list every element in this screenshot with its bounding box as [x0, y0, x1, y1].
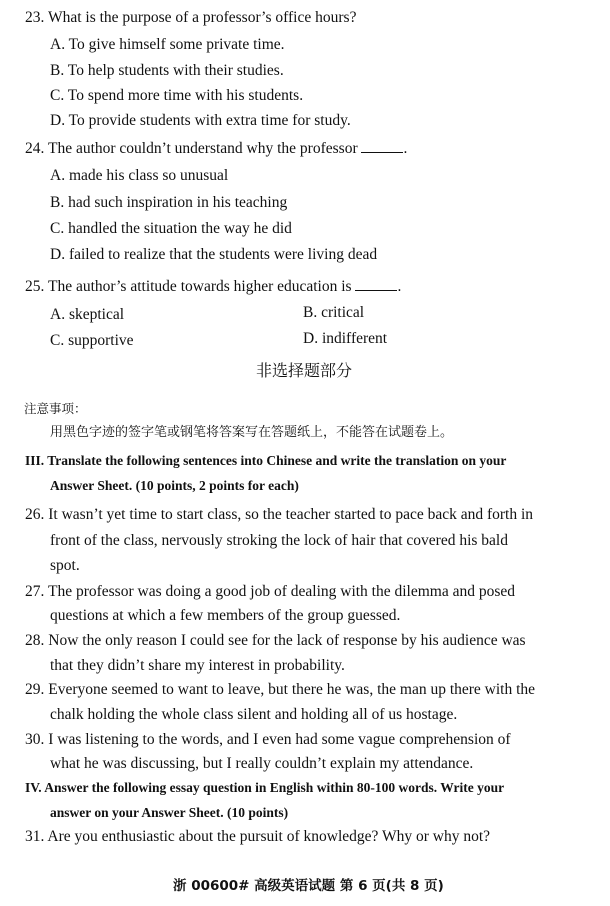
- question-23-option-b: B. To help students with their studies.: [50, 62, 284, 79]
- question-28-line2: that they didn’t share my interest in probability.: [50, 657, 345, 674]
- question-26-line2: front of the class, nervously stroking the lock of hair that covered his bald: [50, 532, 508, 549]
- answer-blank: [361, 138, 403, 153]
- section-3-instruction-line2: Answer Sheet. (10 points, 2 points for each): [50, 478, 299, 493]
- question-30-line1: 30. I was listening to the words, and I even had some vague comprehension of: [25, 731, 511, 748]
- question-23-option-d: D. To provide students with extra time for study.: [50, 112, 351, 129]
- question-24-stem-text: 24. The author couldn’t understand why the professor: [25, 140, 358, 157]
- question-25-stem: [25, 276, 401, 297]
- question-24-option-a: A. made his class so unusual: [50, 167, 229, 184]
- question-25-stem-text: 25. The author’s attitude towards higher education is: [25, 278, 352, 295]
- section-4-instruction-line1: IV. Answer the following essay question in English within 80-100 words. Write your: [25, 780, 505, 795]
- question-24-option-c: C. handled the situation the way he did: [50, 220, 292, 237]
- question-25-option-d: D. indifferent: [303, 330, 388, 347]
- question-29-line2: chalk holding the whole class silent and holding all of us hostage.: [50, 706, 458, 723]
- question-28-line1: 28. Now the only reason I could see for the lack of response by his audience was: [25, 632, 526, 649]
- question-25-stem-end: .: [397, 278, 402, 295]
- question-23-option-c: C. To spend more time with his students.: [50, 87, 304, 104]
- notice-body: 用黑色字迹的签字笔或钢笔将答案写在答题纸上，不能答在试题卷上。: [50, 425, 454, 440]
- question-24-stem: [25, 138, 407, 159]
- question-30-line2: what he was discussing, but I really couldn’t explain my attendance.: [50, 755, 474, 772]
- question-25-option-b: B. critical: [303, 304, 365, 321]
- section-3-instruction-line1: III. Translate the following sentences into Chinese and write the translation on your: [25, 453, 507, 468]
- question-29-line1: 29. Everyone seemed to want to leave, but there he was, the man up there with the: [25, 681, 536, 698]
- question-31: 31. Are you enthusiastic about the pursuit of knowledge? Why or why not?: [25, 828, 491, 845]
- notice-title: 注意事项：: [24, 401, 87, 416]
- answer-blank: [355, 276, 397, 291]
- question-25-option-c: C. supportive: [50, 332, 134, 349]
- section-4-instruction-line2: answer on your Answer Sheet. (10 points): [50, 805, 289, 820]
- question-25-option-a: A. skeptical: [50, 306, 125, 323]
- question-24-option-d: D. failed to realize that the students were living dead: [50, 246, 378, 263]
- question-23-option-a: A. To give himself some private time.: [50, 36, 285, 53]
- question-26-line1: 26. It wasn’t yet time to start class, so the teacher started to pace back and forth in: [25, 506, 534, 523]
- non-choice-section-title: 非选择题部分: [256, 361, 353, 380]
- question-26-line3: spot.: [50, 557, 80, 574]
- question-24-stem-end: .: [403, 140, 408, 157]
- question-23-stem: 23. What is the purpose of a professor’s office hours?: [25, 9, 357, 26]
- question-27-line2: questions at which a few members of the group guessed.: [50, 607, 401, 624]
- question-24-option-b: B. had such inspiration in his teaching: [50, 194, 288, 211]
- page-footer: 浙 00600# 高级英语试题 第 6 页(共 8 页): [173, 878, 444, 894]
- question-27-line1: 27. The professor was doing a good job of dealing with the dilemma and posed: [25, 583, 516, 600]
